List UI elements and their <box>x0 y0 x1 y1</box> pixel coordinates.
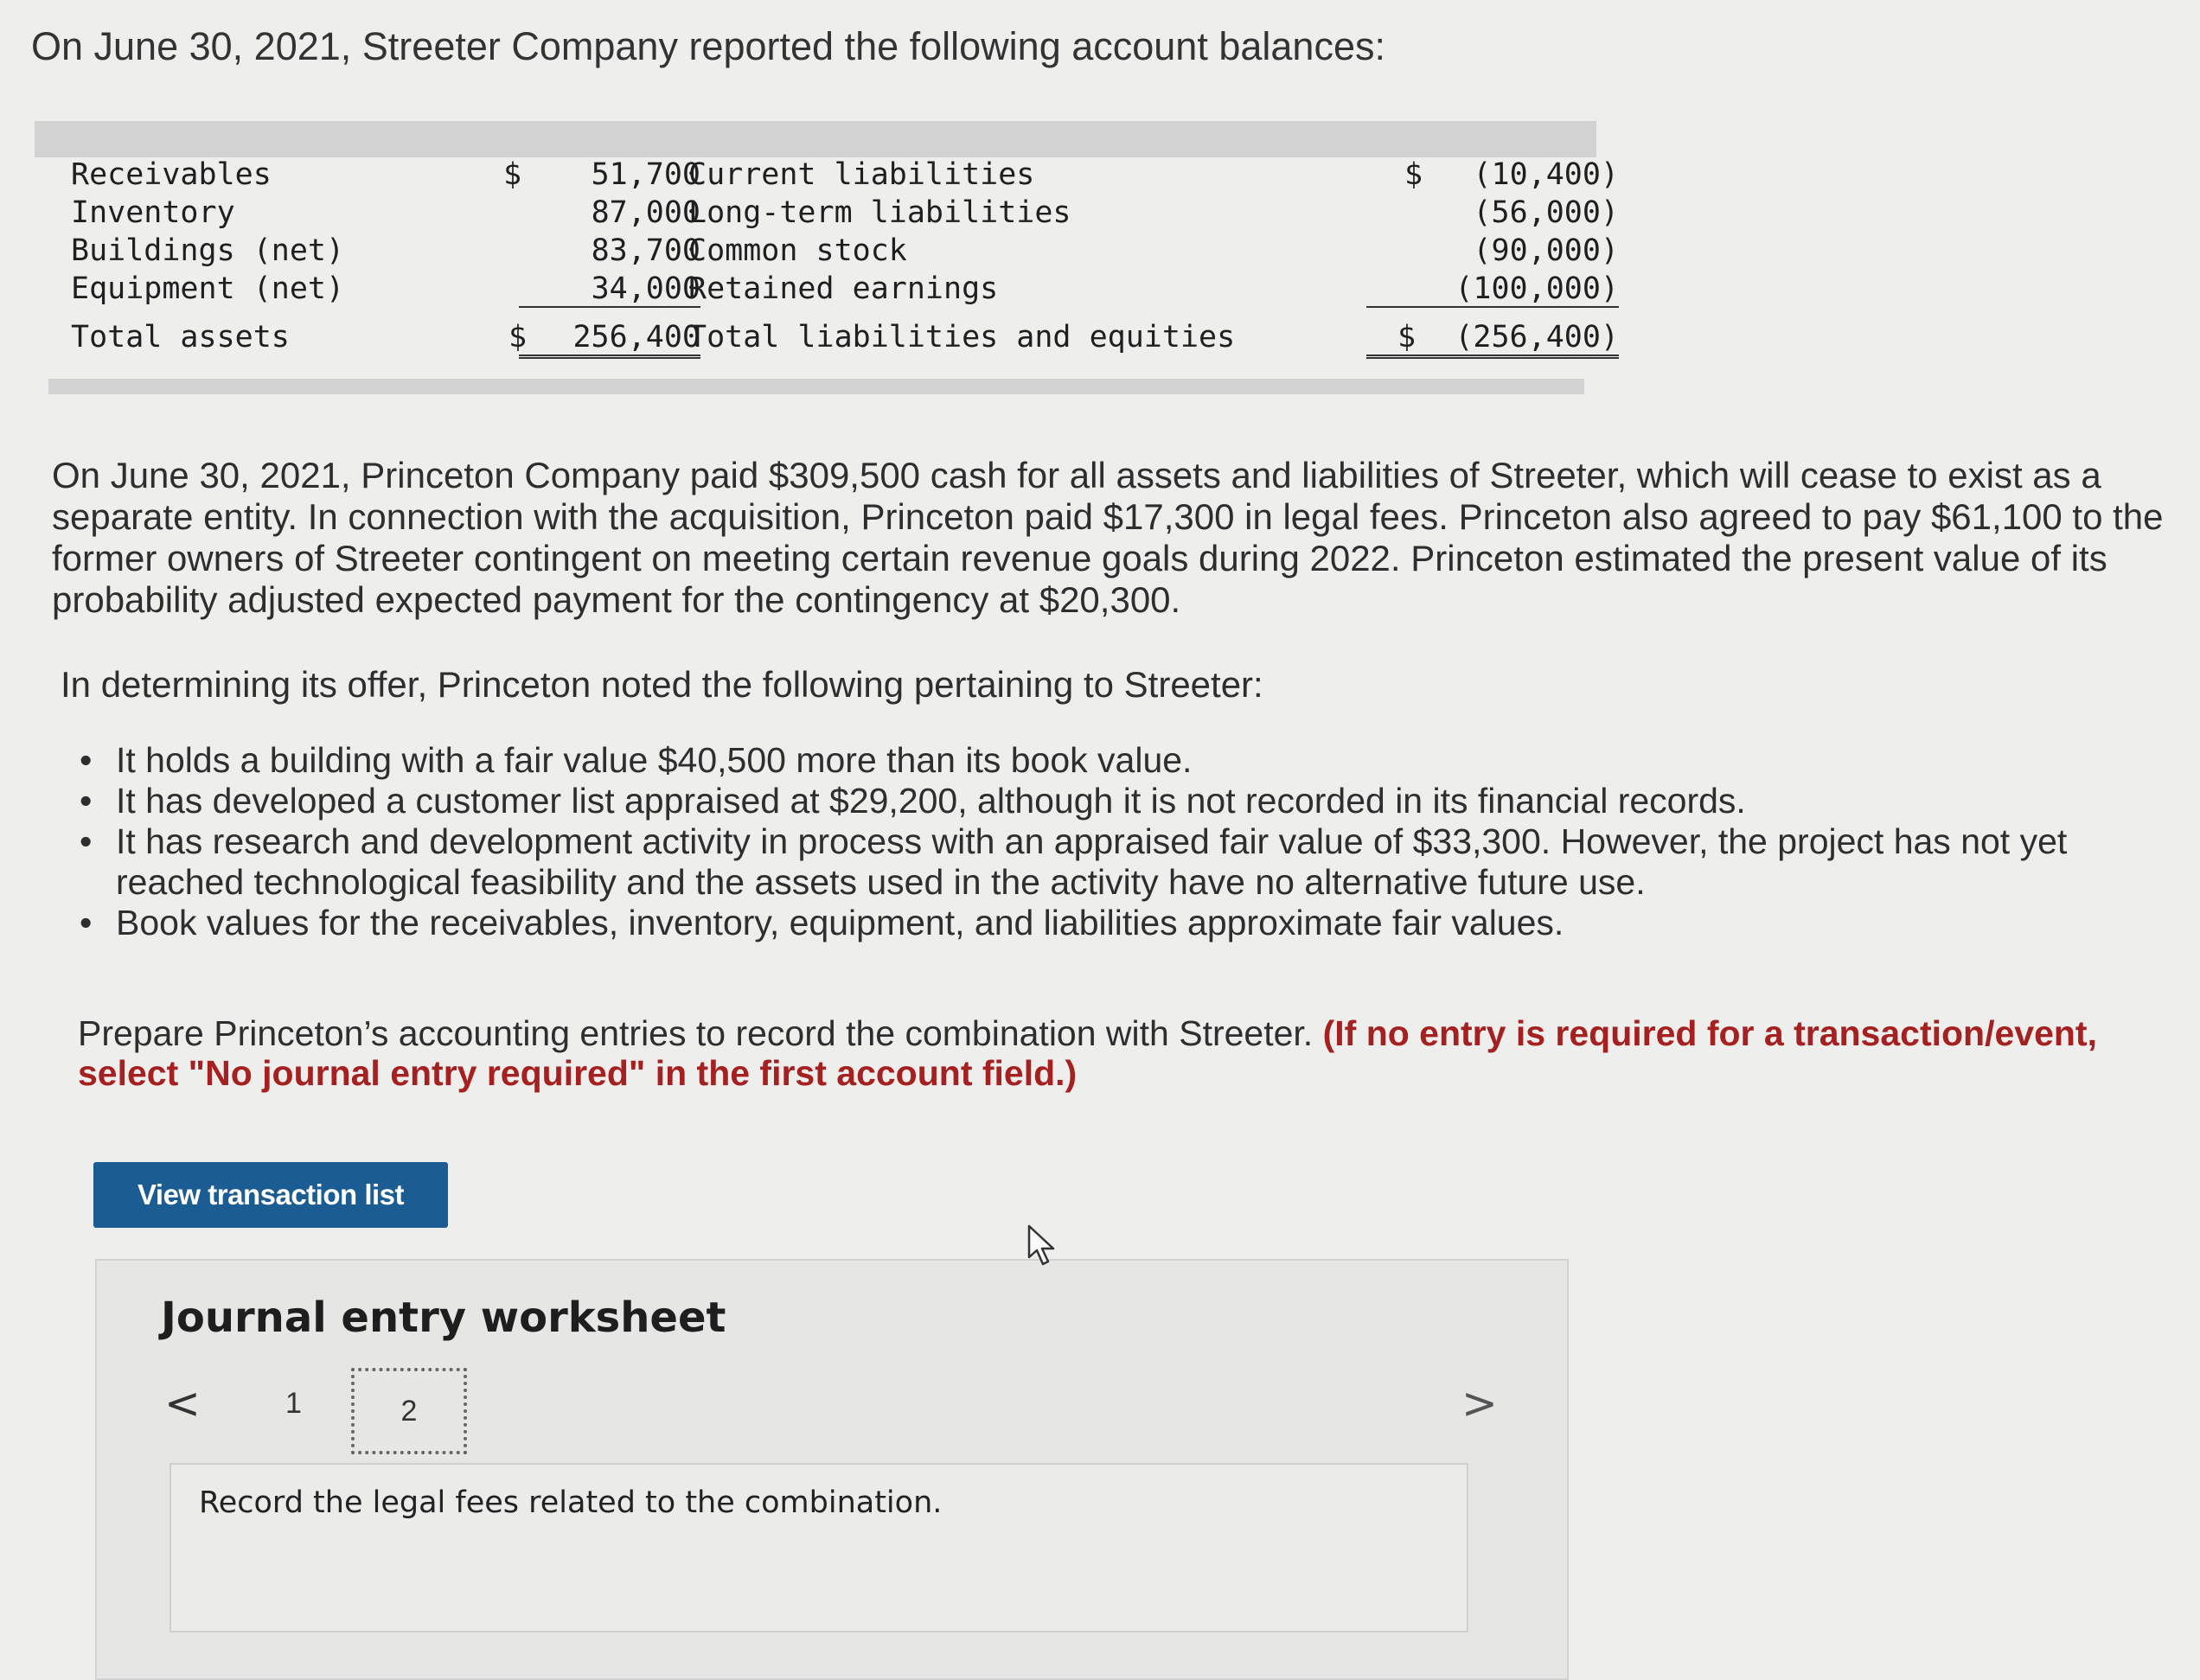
total-assets-amount: 256,400 <box>519 320 700 359</box>
bullet-list <box>80 740 2172 943</box>
previous-page-button[interactable]: < <box>164 1378 201 1428</box>
bullet-dot: • <box>80 821 93 861</box>
bullet-dot: • <box>80 781 93 821</box>
currency-symbol: $ <box>1397 320 1417 355</box>
equity-amount: (90,000) <box>1473 233 1619 268</box>
asset-amount: 51,700 <box>591 157 700 192</box>
bullet-text: Book values for the receivables, inventory, equipment, and liabilities approximate fair values. <box>116 903 1564 942</box>
table-row <box>35 195 1619 233</box>
asset-amount: 83,700 <box>591 233 700 268</box>
bullet-text: It holds a building with a fair value $40,500 more than its book value. <box>116 740 1193 780</box>
bullet-text: It has developed a customer list appraised at $29,200, although it is not recorded in its financial records. <box>116 781 1746 821</box>
table-total-row <box>35 320 1619 358</box>
bullet-text: It has research and development activity in process with an appraised fair value of $33,300. However, the project has not yet reached technological feasibility and the assets used in the activity have no alternative future use. <box>116 821 2068 902</box>
equity-label: Common stock <box>688 233 907 268</box>
list-item <box>80 781 2172 821</box>
instructions-text: Prepare Princeton’s accounting entries to record the combination with Streeter. <box>78 1013 1314 1053</box>
asset-amount: 34,000 <box>519 271 700 308</box>
total-liabilities-label: Total liabilities and equities <box>688 320 1236 355</box>
entry-instruction-text: Record the legal fees related to the combination. <box>199 1485 943 1520</box>
table-row <box>35 233 1619 271</box>
list-item <box>80 740 2172 781</box>
equity-amount: (100,000) <box>1366 271 1619 308</box>
asset-label: Equipment (net) <box>71 271 345 306</box>
currency-symbol: $ <box>508 320 528 355</box>
total-liabilities-amount: (256,400) <box>1366 320 1619 359</box>
table-header-bar <box>35 121 1596 157</box>
intro-text: On June 30, 2021, Streeter Company reported the following account balances: <box>31 24 1385 68</box>
asset-label: Inventory <box>71 195 235 230</box>
instructions-note: (If no entry is required for a transaction/event, select "No journal entry required" in the first account field.) <box>78 1013 2097 1093</box>
balance-table <box>35 121 1619 398</box>
instructions <box>78 1013 2188 1093</box>
offer-intro: In determining its offer, Princeton noted the following pertaining to Streeter: <box>61 664 1263 705</box>
list-item <box>80 903 2172 943</box>
asset-label: Buildings (net) <box>71 233 345 268</box>
currency-symbol: $ <box>1404 157 1423 192</box>
total-assets-label: Total assets <box>71 320 290 355</box>
asset-label: Receivables <box>71 157 272 192</box>
liability-amount: (10,400) <box>1473 157 1619 192</box>
list-item <box>80 821 2172 903</box>
page-tab-1[interactable]: 1 <box>285 1387 302 1420</box>
table-row <box>35 271 1619 310</box>
worksheet-title: Journal entry worksheet <box>161 1294 726 1342</box>
currency-symbol: $ <box>503 157 522 192</box>
equity-label: Retained earnings <box>688 271 999 306</box>
liability-label: Current liabilities <box>688 157 1035 192</box>
asset-amount: 87,000 <box>591 195 700 230</box>
mouse-cursor-icon <box>1026 1223 1060 1268</box>
view-transaction-list-button[interactable]: View transaction list <box>93 1162 448 1228</box>
page-tab-2-active[interactable]: 2 <box>351 1368 467 1454</box>
liability-label: Long-term liabilities <box>688 195 1071 230</box>
next-page-button[interactable]: > <box>1461 1378 1498 1428</box>
bullet-dot: • <box>80 903 93 942</box>
table-row <box>35 157 1619 195</box>
acquisition-paragraph: On June 30, 2021, Princeton Company paid $309,500 cash for all assets and liabilities of Streeter, which will cease to exist as a separate entity. In connection with the acquisition, Princeton paid $17,300 in legal fees. Princeton also agreed to pay $61,100 to the former owners of Streeter contingent on meeting certain revenue goals during 2022. Princeton estimated the present value of its probability adjusted expected payment for the contingency at $20,300. <box>52 455 2164 620</box>
liability-amount: (56,000) <box>1473 195 1619 230</box>
table-footer-bar <box>48 379 1584 394</box>
bullet-dot: • <box>80 740 93 780</box>
